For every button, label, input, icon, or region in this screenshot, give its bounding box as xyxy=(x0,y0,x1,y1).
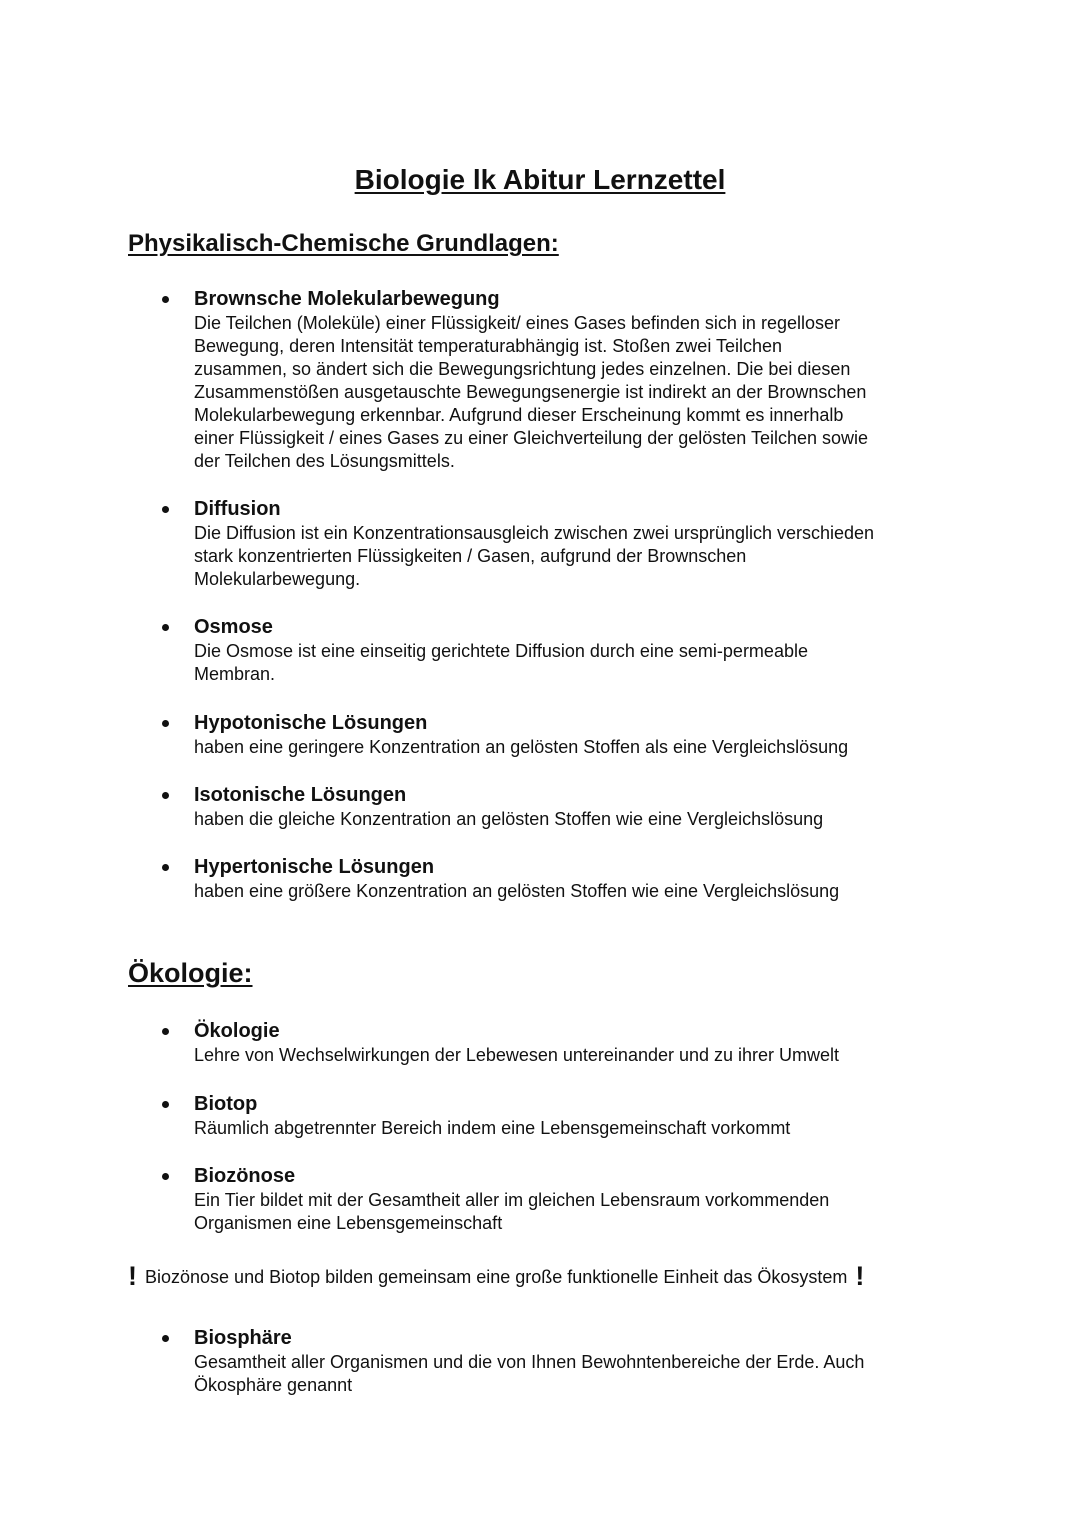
text-line: Ein Tier bildet mit der Gesamtheit aller im gleichen Lebensraum vorkommenden xyxy=(194,1190,830,1210)
text-line: Molekularbewegung erkennbar. Aufgrund dieser Erscheinung kommt es innerhalb xyxy=(194,405,844,425)
text-line: stark konzentrierten Flüssigkeiten / Gasen, aufgrund der Brownschen xyxy=(194,546,747,566)
item-term: Hypertonische Lösungen xyxy=(194,856,435,878)
item-term: Isotonische Lösungen xyxy=(194,784,407,806)
item-description xyxy=(194,640,954,686)
item-description xyxy=(194,736,954,759)
item-term: Brownsche Molekularbewegung xyxy=(194,288,500,310)
item-description xyxy=(194,1117,954,1140)
text-line: einer Flüssigkeit / eines Gases zu einer Gleichverteilung der gelösten Teilchen sowie xyxy=(194,428,869,448)
section-heading-physik: Physikalisch-Chemische Grundlagen: xyxy=(128,230,559,257)
text-line: Molekularbewegung. xyxy=(194,569,361,589)
item-description xyxy=(194,1044,954,1067)
text-line: Gesamtheit aller Organismen und die von Ihnen Bewohntenbereiche der Erde. Auch xyxy=(194,1352,865,1372)
item-term: Osmose xyxy=(194,616,273,638)
section-heading-oekologie: Ökologie: xyxy=(128,958,253,988)
text-line: Die Osmose ist eine einseitig gerichtete Diffusion durch eine semi-permeable xyxy=(194,641,808,661)
text-line: Ökosphäre genannt xyxy=(194,1375,353,1395)
document-title: Biologie lk Abitur Lernzettel xyxy=(354,164,726,195)
item-term: Diffusion xyxy=(194,498,281,520)
item-description xyxy=(194,808,954,831)
text-line: Die Diffusion ist ein Konzentrationsausgleich zwischen zwei ursprünglich verschieden xyxy=(194,523,875,543)
text-line: Organismen eine Lebensgemeinschaft xyxy=(194,1213,503,1233)
item-term: Hypotonische Lösungen xyxy=(194,712,428,734)
text-line: der Teilchen des Lösungsmittels. xyxy=(194,451,455,471)
text-line: Lehre von Wechselwirkungen der Lebewesen untereinander und zu ihrer Umwelt xyxy=(194,1045,840,1065)
text-line: haben eine geringere Konzentration an gelösten Stoffen als eine Vergleichslösung xyxy=(194,737,849,757)
exclamation-icon: ! xyxy=(855,1261,865,1291)
text-line: zusammen, so ändert sich die Bewegungsrichtung jedes einzelnen. Die bei diesen xyxy=(194,359,851,379)
text-line: Zusammenstößen ausgetauschte Bewegungsenergie ist indirekt an der Brownschen xyxy=(194,382,867,402)
exclamation-icon: ! xyxy=(128,1261,137,1291)
item-description xyxy=(194,522,954,591)
item-term: Biosphäre xyxy=(194,1327,292,1349)
text-line: haben eine größere Konzentration an gelösten Stoffen wie eine Vergleichslösung xyxy=(194,881,840,901)
important-note xyxy=(128,1262,948,1291)
item-term: Biozönose xyxy=(194,1165,296,1187)
text-line: Bewegung, deren Intensität temperaturabhängig ist. Stoßen zwei Teilchen xyxy=(194,336,783,356)
item-description xyxy=(194,312,954,473)
text-line: Die Teilchen (Moleküle) einer Flüssigkeit/ eines Gases befinden sich in regelloser xyxy=(194,313,840,333)
item-term: Biotop xyxy=(194,1093,258,1115)
item-description xyxy=(194,1189,954,1235)
item-description xyxy=(194,1351,954,1397)
note-text: Biozönose und Biotop bilden gemeinsam eine große funktionelle Einheit das Ökosystem xyxy=(145,1267,848,1287)
text-line: Räumlich abgetrennter Bereich indem eine Lebensgemeinschaft vorkommt xyxy=(194,1118,791,1138)
text-line: haben die gleiche Konzentration an gelösten Stoffen wie eine Vergleichslösung xyxy=(194,809,824,829)
item-description xyxy=(194,880,954,903)
item-term: Ökologie xyxy=(194,1020,280,1042)
text-line: Membran. xyxy=(194,664,276,684)
